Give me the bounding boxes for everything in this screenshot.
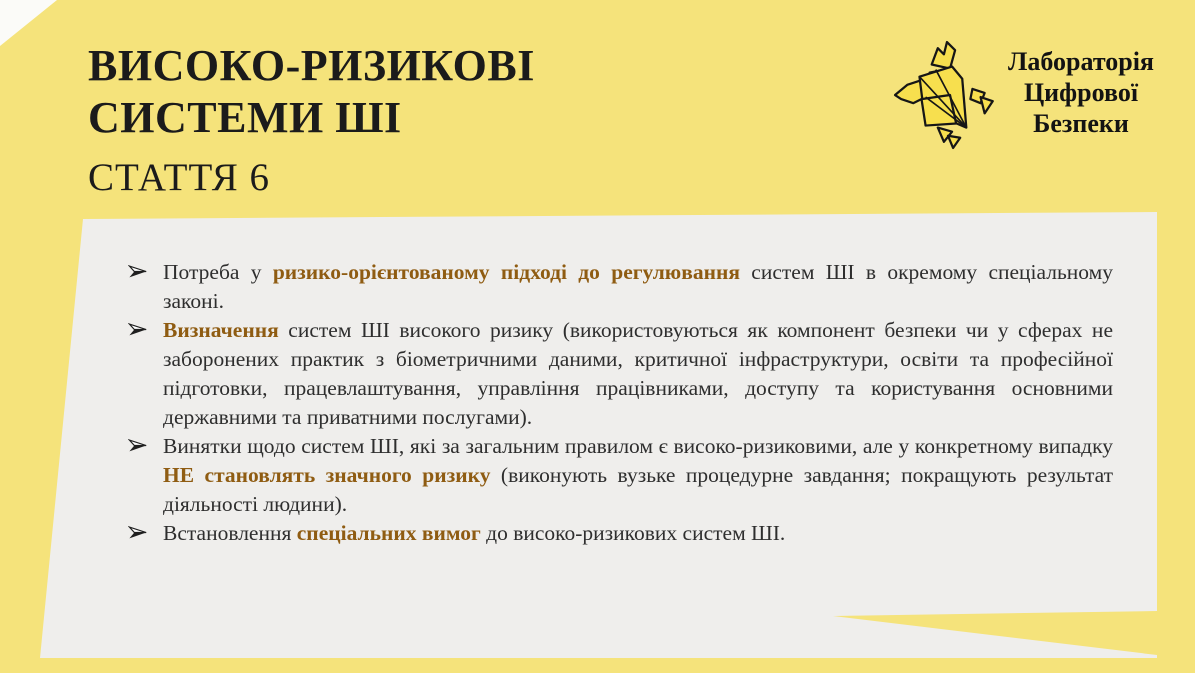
bullet-item xyxy=(128,519,1113,548)
text-segment: Встановлення xyxy=(163,521,297,545)
bullet-arrow-icon xyxy=(128,316,163,432)
logo-line1: Лабораторія xyxy=(1008,47,1154,76)
text-segment: систем ШІ в окремому спеціальному законі. xyxy=(163,260,1114,313)
text-segment-highlight: спеціальних вимог xyxy=(296,521,481,545)
slide-header xyxy=(88,40,535,204)
bullet-arrow-icon xyxy=(128,519,163,548)
logo-line2: Цифрової xyxy=(1023,78,1139,107)
logo-text xyxy=(1007,46,1155,139)
bullet-item xyxy=(128,258,1113,316)
bullet-item xyxy=(128,432,1113,519)
bullet-text xyxy=(163,258,1113,316)
text-segment: Винятки щодо систем ШІ, які за загальним правилом є високо-ризиковими, але у конкретному випадку xyxy=(163,434,1113,458)
origami-bird-icon xyxy=(893,38,1005,150)
bullet-text xyxy=(163,316,1113,432)
logo xyxy=(893,38,1155,150)
page-title-line1: ВИСОКО-РИЗИКОВІ xyxy=(88,41,535,90)
bullet-arrow-icon xyxy=(128,258,163,316)
text-segment: систем ШІ високого ризику (використовуються як компонент безпеки чи у сферах не заборонених практик з біометричними даними, критичної інфраструктури, освіти та професійної підготовки, працевлаштування, управління працівниками, доступу та користування основними державними та приватними послугами). xyxy=(163,318,1113,429)
text-segment-highlight: ризико-орієнтованому підході до регулювання xyxy=(272,260,740,284)
bullet-arrow-icon xyxy=(128,432,163,519)
text-segment-highlight: Визначення xyxy=(163,318,279,342)
bullet-text xyxy=(163,519,1113,548)
text-segment: (виконують вузьке процедурне завдання; покращують результат діяльності людини). xyxy=(163,463,1113,516)
text-segment-highlight: НЕ становлять значного ризику xyxy=(163,463,491,487)
text-segment: Потреба у xyxy=(163,260,273,284)
text-segment: до високо-ризикових систем ШІ. xyxy=(480,521,786,545)
page-subtitle: СТАТТЯ 6 xyxy=(88,156,271,199)
page-title-line2: СИСТЕМИ ШІ xyxy=(88,93,402,142)
bullet-item xyxy=(128,316,1113,432)
logo-line3: Безпеки xyxy=(1033,109,1129,138)
bullet-text xyxy=(163,432,1113,519)
bullet-list xyxy=(128,258,1113,548)
